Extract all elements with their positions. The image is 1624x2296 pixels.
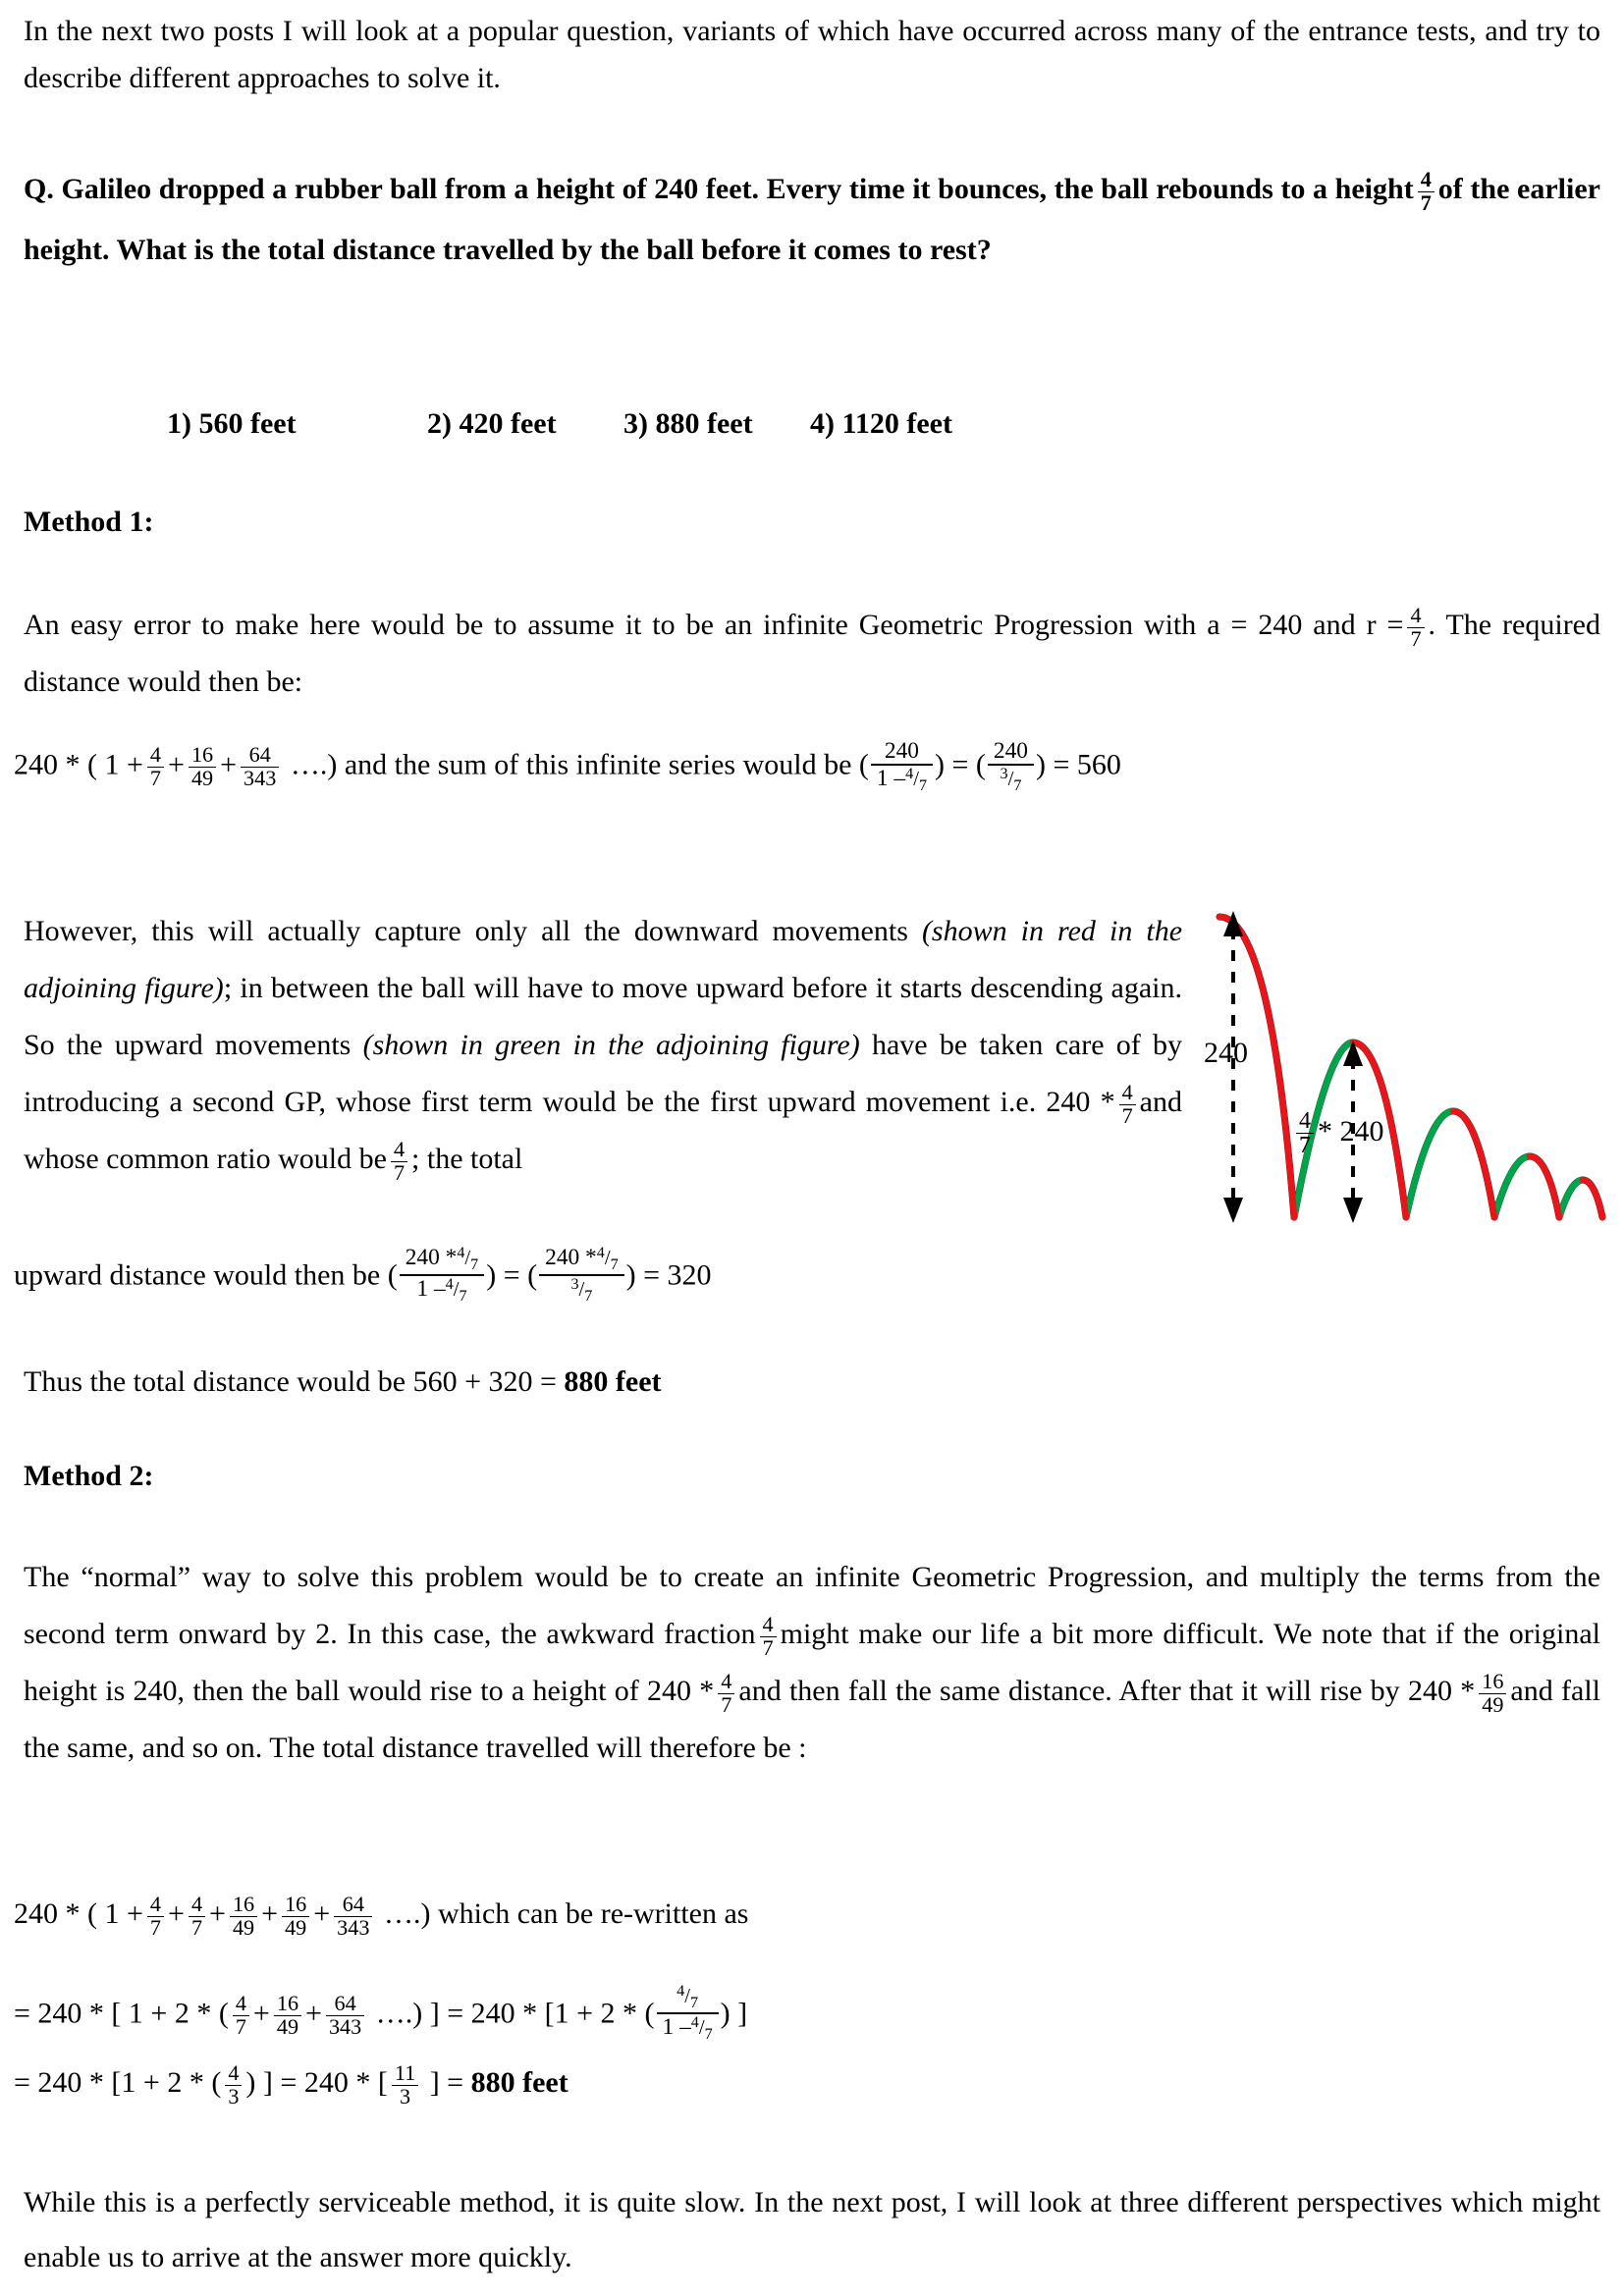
option-1[interactable]: 1) 560 feet [167,407,297,440]
figure-label-second-value: 240 [1339,1115,1384,1148]
method-1-equation-2 [14,1245,1604,1306]
m1p2-red-note: (shown in red in the adjoining figure) [24,915,1183,1004]
slanted-fraction-4-7-m2: $^4/_7$ [677,1983,699,2012]
m2eq3-fraction-4-3: $\frac{4}{3}$ [225,2062,242,2108]
figure-multiply-sign: * [1318,1115,1332,1148]
eq2-lead: upward distance would then be ( [14,1258,398,1292]
method-1-heading-text: Method 1: [24,506,154,538]
eq2-fraction-1-num: 240 $*^4/_7$ [400,1245,485,1276]
m2eq2-lead: = 240 * [ 1 + 2 * ( [14,1997,229,2030]
m2eq1-term-1: $\frac{4}{7}$ [147,1894,164,1939]
m1p2-text-e: ; the total [411,1143,523,1175]
eq1-tail: ) = 560 [1036,748,1121,781]
method-1-para-1-text-b: . The required distance would then be: [24,609,1601,698]
eq1-term-1: $\frac{4}{7}$ [147,744,164,789]
figure-fraction-4-7: $\frac{4}{7}$ [1296,1109,1314,1158]
closing-paragraph [24,2175,1600,2285]
eq1-sum-fraction-2: $\frac{240}{^3/_7}$ [988,738,1034,795]
m2eq3-mid: ) ] = 240 * [ [245,2066,388,2099]
eq2-fraction-2-num: 240 $*^4/_7$ [539,1245,624,1276]
ratio-fraction-4-7: $\frac{4}{7}$ [1407,605,1424,650]
method-2-equation-1 [14,1893,1604,1939]
method-1-paragraph-1 [24,597,1600,711]
figure-label-second-height [1292,1109,1384,1158]
intro-paragraph [24,8,1600,102]
slanted-fraction-4-7-m2-den: $^4/_7$ [690,2014,713,2044]
slanted-fraction-4-7-num-2: $^4/_7$ [596,1245,619,1274]
method-2-equation-3 [14,2061,1604,2108]
m2p1-text-d: and fall the same, and so on. The total distance travelled will therefore be : [24,1675,1600,1764]
m2eq2-tail: ) ] [720,1997,748,2030]
m2eq3-tail: ] = [422,2066,471,2099]
eq1-sum-fraction-2-den [988,766,1034,795]
m2eq2-term-2: $\frac{16}{49}$ [274,1993,301,2038]
m2p1-text-c: and then fall the same distance. After that it will rise by 240 * [738,1675,1476,1707]
eq2-mid: ) = ( [486,1258,538,1292]
method-2-heading-text: Method 2: [24,1460,154,1492]
eq1-term-3: $\frac{64}{343}$ [241,744,279,789]
arrow-head-down-second [1343,1198,1363,1223]
method-1-answer: 880 feet [564,1365,662,1398]
eq1-dots-text: ….) and the sum of this infinite series would be ( [290,748,869,781]
m1p2-fraction-common-ratio: $\frac{4}{7}$ [391,1139,407,1184]
m2eq1-tail: ….) which can be re-written as [383,1897,749,1930]
eq2-fraction-1-den: 1 $-^4/_7$ [416,1276,467,1306]
m1p2-text-d: and whose common ratio would be [24,1086,1182,1175]
m2p1-text-b: might make our life a bit more difficult. We note that if the original height is 240, then the ball would rise to a height of 240 * [24,1618,1601,1707]
question-fraction-4-7: $\frac{4}{7}$ [1418,169,1435,214]
m1p2-text-a: However, this will actually capture only all the downward movements [24,915,908,947]
eq1-plus-2: + [220,748,238,781]
method-2-answer: 880 feet [470,2066,568,2099]
slanted-fraction-4-7-num: $^4/_7$ [457,1245,479,1274]
method-2-equation-2 [14,1983,1604,2044]
m2eq2-big-fraction-num [657,1983,719,2014]
eq2-tail: ) = 320 [625,1258,712,1292]
method-1-conclusion-text: Thus the total distance would be 560 + 320 = [24,1365,565,1398]
eq1-mid: ) = ( [935,748,986,781]
question-text-part2: of the earlier height. What is the total distance travelled by the ball before it comes to rest? [24,173,1600,266]
bouncing-ball-figure [1204,903,1612,1232]
method-1-equation-1 [14,738,1604,795]
question-block [24,159,1600,281]
intro-paragraph-text: In the next two posts I will look at a popular question, variants of which have occurred across many of the entrance tests, and try to describe different approaches to solve it. [24,15,1600,94]
m2p1-fraction-4-7-b: $\frac{4}{7}$ [718,1671,734,1716]
m2eq2-plus-2: + [305,1997,322,2030]
m1p2-text-c: have be taken care of by introducing a second GP, whose first term would be the first upward movement i.e. 240 * [24,1029,1183,1118]
m2eq1-term-2: $\frac{4}{7}$ [189,1894,205,1939]
m2eq1-plus-4: + [313,1897,331,1930]
m2eq3-lead: = 240 * [1 + 2 * ( [14,2066,222,2099]
eq1-sum-fraction-1: $\frac{240}{1 -^4/_7}$ [871,738,933,795]
m2eq2-big-fraction-den: 1 $-^4/_7$ [662,2014,713,2044]
m2eq1-plus-2: + [209,1897,226,1930]
m2eq2-mid: ….) ] = 240 * [1 + 2 * ( [375,1997,655,2030]
m1p2-green-note: (shown in green in the adjoining figure) [362,1029,860,1061]
m1p2-text-b: ; in between the ball will have to move upward before it starts descending again. So the upward movements [24,972,1182,1061]
m2eq2-term-3: $\frac{64}{343}$ [326,1993,364,2038]
eq2-fraction-1 [400,1245,485,1306]
method-2-heading [24,1453,153,1500]
m1p2-fraction-first-term: $\frac{4}{7}$ [1119,1082,1136,1127]
m2p1-fraction-16-49: $\frac{16}{49}$ [1479,1671,1506,1716]
bouncing-ball-svg [1210,903,1612,1232]
figure-label-240 [1204,1037,1248,1070]
option-4[interactable]: 4) 1120 feet [810,407,952,440]
downward-arcs-red [1219,917,1602,1217]
slanted-fraction-3-7-2: $^3/_7$ [570,1276,593,1306]
arrow-head-down-240 [1223,1198,1243,1223]
m2eq3-fraction-11-3: $\frac{11}{3}$ [392,2062,418,2108]
method-2-paragraph-1 [24,1549,1600,1777]
m2p1-text-a: The “normal” way to solve this problem would be to create an infinite Geometric Progression, and multiply the terms from the second term onward by 2. In this case, the awkward fraction [24,1561,1600,1650]
m2eq1-plus-1: + [168,1897,185,1930]
answer-options-row [167,407,1345,441]
method-1-conclusion [24,1359,662,1406]
closing-paragraph-text: While this is a perfectly serviceable method, it is quite slow. In the next post, I will look at three different perspectives which might enable us to arrive at the answer more quickly. [24,2186,1600,2273]
m2eq1-term-3: $\frac{16}{49}$ [230,1894,257,1939]
eq1-lead: 240 * ( 1 + [14,748,143,781]
m2eq1-term-5: $\frac{64}{343}$ [334,1894,372,1939]
slanted-fraction-4-7: $^4/_7$ [905,766,927,795]
m2eq1-term-4: $\frac{16}{49}$ [282,1894,309,1939]
option-3[interactable]: 3) 880 feet [623,407,753,440]
eq1-term-2: $\frac{16}{49}$ [189,744,216,789]
slanted-fraction-4-7-den: $^4/_7$ [445,1276,467,1306]
method-1-paragraph-2 [24,903,1182,1188]
method-1-heading [24,499,153,546]
question-text-part1: Q. Galileo dropped a rubber ball from a height of 240 feet. Every time it bounces, the ball rebounds to a height [24,173,1414,205]
slanted-fraction-3-7: $^3/_7$ [1000,766,1022,795]
eq2-fraction-2 [539,1245,624,1306]
method-1-para-1-text-a: An easy error to make here would be to assume it to be an infinite Geometric Progression with a = 240 and r = [24,609,1404,641]
eq2-fraction-2-den [539,1276,624,1306]
figure-label-240-text: 240 [1204,1037,1248,1069]
m2eq2-term-1: $\frac{4}{7}$ [233,1993,249,2038]
m2eq2-plus-1: + [252,1997,270,2030]
m2eq1-plus-3: + [261,1897,279,1930]
m2p1-fraction-4-7-a: $\frac{4}{7}$ [760,1614,777,1659]
eq1-sum-fraction-1-den: 1 $-^4/_7$ [876,766,927,795]
eq1-plus-1: + [168,748,185,781]
m2eq2-big-fraction [657,1983,719,2044]
option-2[interactable]: 2) 420 feet [427,407,557,440]
m2eq1-lead: 240 * ( 1 + [14,1897,143,1930]
